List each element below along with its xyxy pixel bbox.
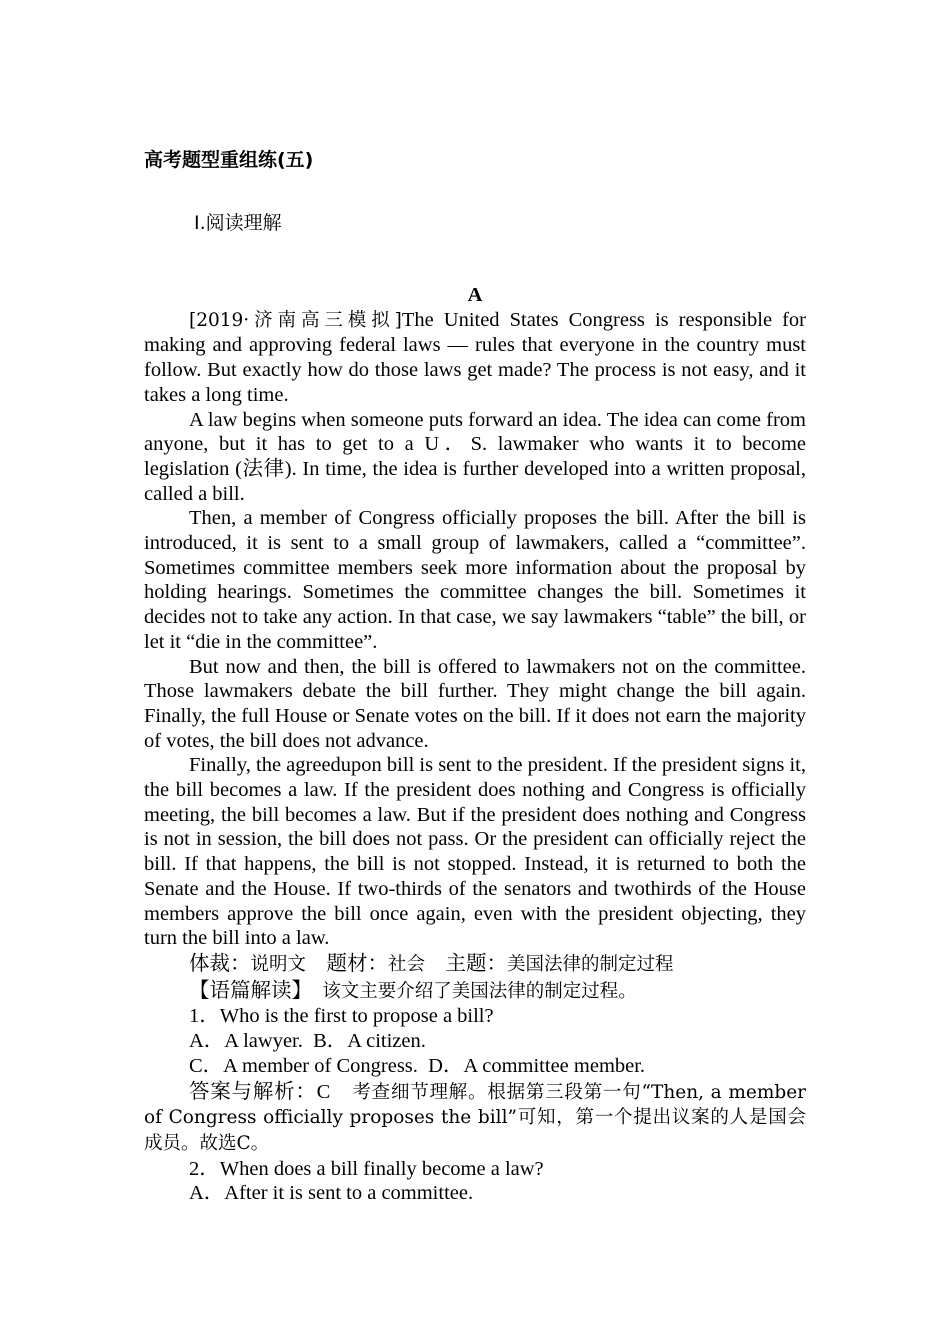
genre-label: 体裁： <box>189 950 251 975</box>
answer-label: 答案与解析： <box>189 1078 317 1103</box>
question-2-stem: 2．When does a bill finally become a law? <box>189 1157 544 1180</box>
analysis-text: 该文主要介绍了美国法律的制定过程。 <box>322 980 637 1002</box>
topic-label: 题材： <box>326 950 389 975</box>
question-1-options-ab: A．A lawyer. B．A citizen. <box>189 1030 426 1053</box>
passage-paragraph-3: Then, a member of Congress officially proposes the bill. After the bill is introduced, it is sent to a small group of lawmakers, called a “committee”. Sometimes committee members seek more information about the proposal by holding hearings. Sometimes the committee changes the bill. Sometimes it decides not to take any action. In that case, we say lawmakers “table” the bill, or let it “die in the committee”. <box>144 507 806 653</box>
genre-value: 说明文 <box>250 953 307 975</box>
passage-paragraph-4: But now and then, the bill is offered to lawmakers not on the committee. Those lawmakers debate the bill further. They might change the bill again. Finally, the full House or Senate votes on the bill. If it does not earn the majority of votes, the bill does not advance. <box>144 655 806 752</box>
passage-body <box>144 283 806 1206</box>
theme-label: 主题： <box>445 950 508 975</box>
analysis-line <box>144 978 806 1005</box>
passage-paragraph-2: A law begins when someone puts forward an idea. The idea can come from anyone, but it has to get to a U．S. lawmaker who wants it to become legislation (法律). In time, the idea is further developed into a written proposal, called a bill. <box>144 408 806 505</box>
question-1-answer <box>144 1079 806 1157</box>
passage-paragraph-5: Finally, the agreedupon bill is sent to the president. If the president signs it, the bill becomes a law. If the president does nothing and Congress is officially meeting, the bill becomes a law. But if the president does nothing and Congress is not in session, the bill does not pass. Or the president can officially reject the bill. If that happens, the bill is not stopped. Instead, it is returned to both the Senate and the House. If two-thirds of the senators and twothirds of the House members approve the bill once again, even with the president objecting, they turn the bill into a law. <box>144 754 806 950</box>
answer-value: C <box>316 1080 331 1103</box>
question-1-stem: 1．Who is the first to propose a bill? <box>189 1005 494 1028</box>
topic-value: 社会 <box>388 953 426 975</box>
passage-source: [2019·济南高三模拟] <box>189 309 402 331</box>
analysis-label: 【语篇解读】 <box>189 977 302 1002</box>
question-1-options-cd: C．A member of Congress. D．A committee member. <box>189 1054 646 1077</box>
meta-line <box>144 951 806 978</box>
question-2-option-a: A．After it is sent to a committee. <box>189 1182 474 1205</box>
passage-label: A <box>467 284 483 306</box>
passage-paragraph-1: [2019·济南高三模拟]The United States Congress is responsible for making and approving federal laws — rules that everyone in the country must follow. But exactly how do those laws get made? The process is not easy, and it takes a long time. <box>144 308 806 406</box>
section-heading: Ⅰ.阅读理解 <box>194 212 282 234</box>
page-title: 高考题型重组练(五) <box>144 149 314 171</box>
answer-explanation: 考查细节理解。根据第三段第一句“Then, a member of Congress officially proposes the bill”可知，第一个提出议案的人是国会成员。故选C。 <box>144 1081 807 1154</box>
theme-value: 美国法律的制定过程 <box>507 953 674 975</box>
